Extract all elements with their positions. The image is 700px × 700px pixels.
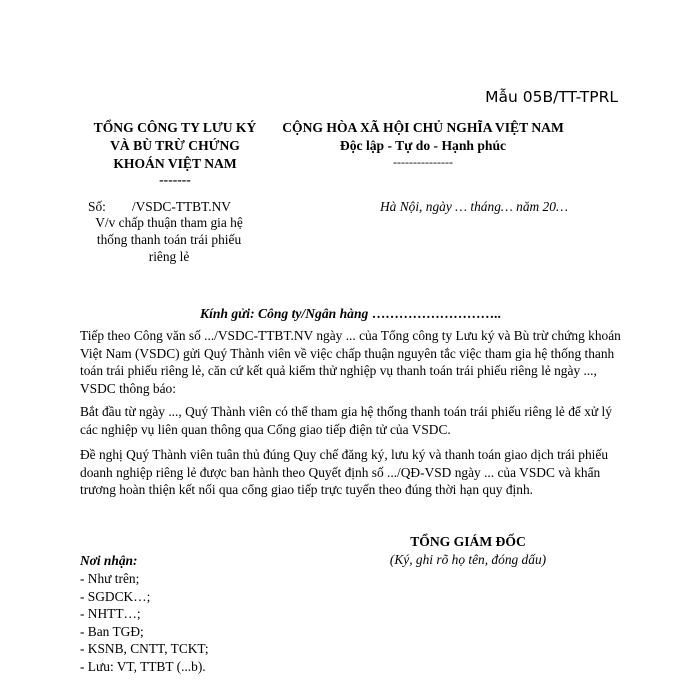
body-paragraph: Tiếp theo Công văn số .../VSDC-TTBT.NV ngày ... của Tổng công ty Lưu ký và Bù trừ chứng khoán Việt Nam (VSDC) gửi Quý Thành viên về việc chấp thuận nguyên tắc việc tham gia hệ thống thanh toán trái phiếu riêng lẻ, căn cứ kết quả kiểm thử nghiệp vụ thanh toán trái phiếu riêng lẻ ngày ..., VSDC thông báo: (80, 328, 621, 396)
body-paragraph: Bắt đầu từ ngày ..., Quý Thành viên có thể tham gia hệ thống thanh toán trái phiếu riêng lẻ để xử lý các nghiệp vụ liên quan thông qua Cổng giao tiếp điện tử của VSDC. (80, 404, 612, 437)
issuer-line: TỔNG CÔNG TY LƯU KÝ (93, 120, 257, 135)
list-item: - Ban TGĐ; (80, 623, 144, 639)
list-item: - NHTT…; (80, 606, 141, 622)
form-code: Mẫu 05B/TT-TPRL (485, 88, 618, 106)
issuer-header (78, 119, 272, 187)
recipients-title: Nơi nhận: (80, 553, 138, 568)
subject-line: thống thanh toán trái phiếu (96, 232, 242, 247)
nation-title: CỘNG HÒA XÃ HỘI CHỦ NGHĨA VIỆT NAM (282, 120, 564, 135)
document-number (88, 199, 231, 215)
document-number-label: Số: (88, 199, 106, 214)
subject-line: V/v chấp thuận tham gia hệ (95, 215, 243, 230)
signer-note: (Ký, ghi rõ họ tên, đóng dấu) (389, 552, 547, 567)
signer-title: TỔNG GIÁM ĐỐC (410, 534, 526, 549)
list-item: - Như trên; (80, 571, 140, 586)
list-item: - KSNB, CNTT, TCKT; (80, 641, 209, 657)
list-item: - Lưu: VT, TTBT (...b). (80, 658, 206, 674)
recipient-line (200, 306, 501, 322)
date-line: Hà Nội, ngày … tháng… năm 20… (380, 199, 568, 214)
list-item: - SGDCK…; (80, 588, 151, 604)
issuer-separator: ------- (159, 172, 191, 187)
recipients-list (80, 570, 209, 676)
nation-motto: Độc lập - Tự do - Hạnh phúc (339, 138, 507, 153)
subject-line: riêng lẻ (148, 249, 190, 264)
recipient-label: Kính gửi: Công ty/Ngân hàng (200, 306, 369, 321)
issuer-line: VÀ BÙ TRỪ CHỨNG (110, 138, 240, 153)
document-number-value: /VSDC-TTBT.NV (131, 199, 231, 214)
subject-block (80, 214, 258, 265)
nation-header (270, 119, 576, 169)
body-paragraph: Đề nghị Quý Thành viên tuân thủ đúng Quy chế đăng ký, lưu ký và thanh toán giao dịch trái phiếu doanh nghiệp riêng lẻ được ban hành theo Quyết định số .../QĐ-VSD ngày ... của VSDC và khẩn trương hoàn thiện kết nối qua cổng giao tiếp trực tuyến theo đúng thời hạn quy định. (80, 447, 609, 497)
nation-separator: --------------- (393, 155, 453, 169)
recipient-dots: ……………………….. (371, 306, 501, 321)
issuer-line: KHOÁN VIỆT NAM (113, 156, 237, 171)
